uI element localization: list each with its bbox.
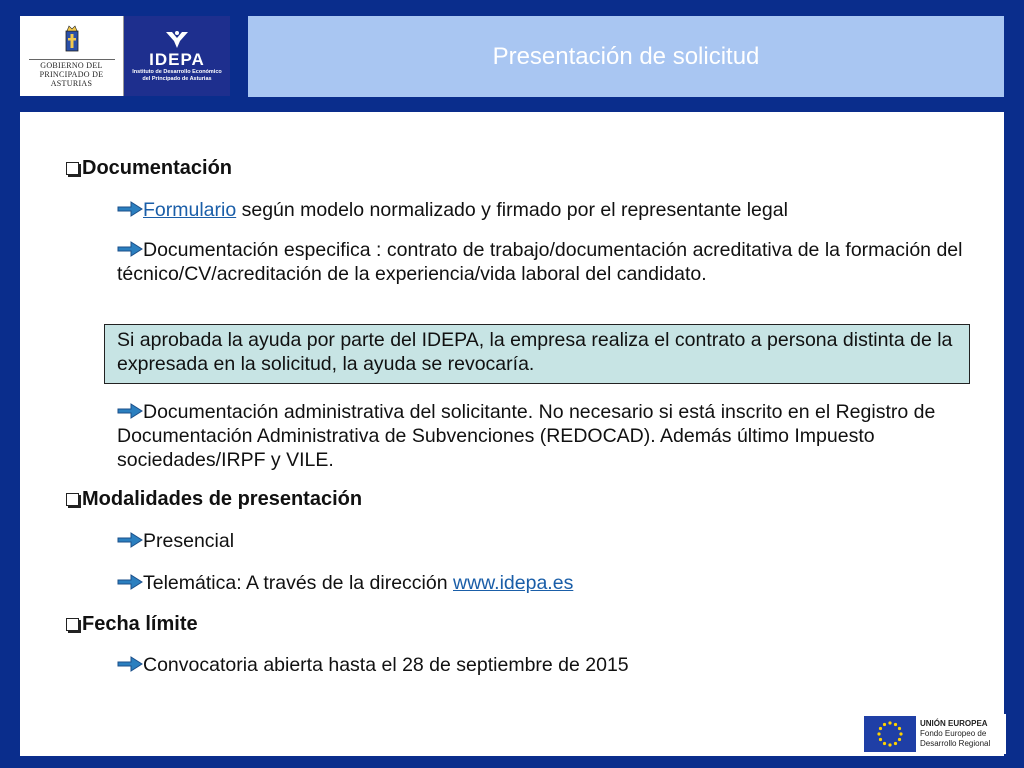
- checkbox-bullet-icon: [66, 493, 79, 506]
- title-bar: [248, 16, 1004, 97]
- asturias-logo: [20, 16, 124, 96]
- list-item-documentacion-especifica: [117, 238, 977, 286]
- idepa-sub1: Instituto de Desarrollo Económico: [132, 69, 222, 75]
- list-item-formulario: [117, 198, 977, 222]
- eu-flag-icon: [864, 716, 916, 752]
- asturias-line2: PRINCIPADO DE ASTURIAS: [39, 69, 104, 88]
- header-logos: [20, 16, 230, 96]
- formulario-link[interactable]: Formulario: [143, 199, 237, 221]
- presencial-text: Presencial: [143, 530, 235, 552]
- idepa-mark-icon: [164, 29, 190, 49]
- eu-line2: Fondo Europeo de: [920, 729, 987, 738]
- eu-text: [920, 719, 990, 749]
- telematica-text: Telemática: A través de la dirección: [143, 572, 453, 594]
- highlight-note: Si aprobada la ayuda por parte del IDEPA, la empresa realiza el contrato a persona distinta de la expresada en la solicitud, la ayuda se revocaría.: [117, 329, 953, 375]
- idepa-word: IDEPA: [149, 50, 205, 69]
- asturias-crest-icon: [63, 25, 81, 55]
- arrow-right-icon: [117, 403, 143, 419]
- section-documentacion-heading: [66, 156, 232, 180]
- arrow-right-icon: [117, 241, 143, 257]
- eu-line3: Desarrollo Regional: [920, 739, 991, 748]
- section-fecha-heading: [66, 612, 198, 636]
- checkbox-bullet-icon: [66, 162, 79, 175]
- content-panel: [20, 112, 1004, 756]
- idepa-website-link[interactable]: www.idepa.es: [453, 572, 574, 594]
- section-fecha-label: Fecha límite: [82, 613, 198, 635]
- idepa-logo: [124, 16, 230, 96]
- slide-title: Presentación de solicitud: [492, 42, 760, 70]
- checkbox-bullet-icon: [66, 618, 79, 631]
- formulario-text: según modelo normalizado y firmado por el representante legal: [236, 199, 788, 221]
- eu-line1: UNIÓN EUROPEA: [920, 719, 988, 728]
- documentacion-especifica-text: Documentación especifica : contrato de trabajo/documentación acreditativa de la formación del técnico/CV/acreditación de la experiencia/vida laboral del candidato.: [117, 239, 963, 285]
- idepa-sub2: del Principado de Asturias: [142, 76, 212, 82]
- section-documentacion-label: Documentación: [82, 157, 233, 179]
- eu-logo: [862, 714, 1006, 754]
- arrow-right-icon: [117, 656, 143, 672]
- list-item-documentacion-administrativa: [117, 400, 977, 472]
- documentacion-administrativa-text: Documentación administrativa del solicitante. No necesario si está inscrito en el Registro de Documentación Administrativa de Subvenciones (REDOCAD). Además último Impuesto sociedades/IRPF y VILE.: [117, 401, 936, 471]
- section-modalidades-label: Modalidades de presentación: [82, 488, 363, 510]
- list-item-presencial: [117, 529, 977, 553]
- arrow-right-icon: [117, 574, 143, 590]
- list-item-convocatoria: [117, 653, 977, 677]
- section-modalidades-heading: [66, 487, 362, 511]
- list-item-telematica: [117, 571, 977, 595]
- asturias-line1: GOBIERNO DEL: [29, 59, 115, 70]
- arrow-right-icon: [117, 201, 143, 217]
- arrow-right-icon: [117, 532, 143, 548]
- convocatoria-text: Convocatoria abierta hasta el 28 de septiembre de 2015: [143, 654, 629, 676]
